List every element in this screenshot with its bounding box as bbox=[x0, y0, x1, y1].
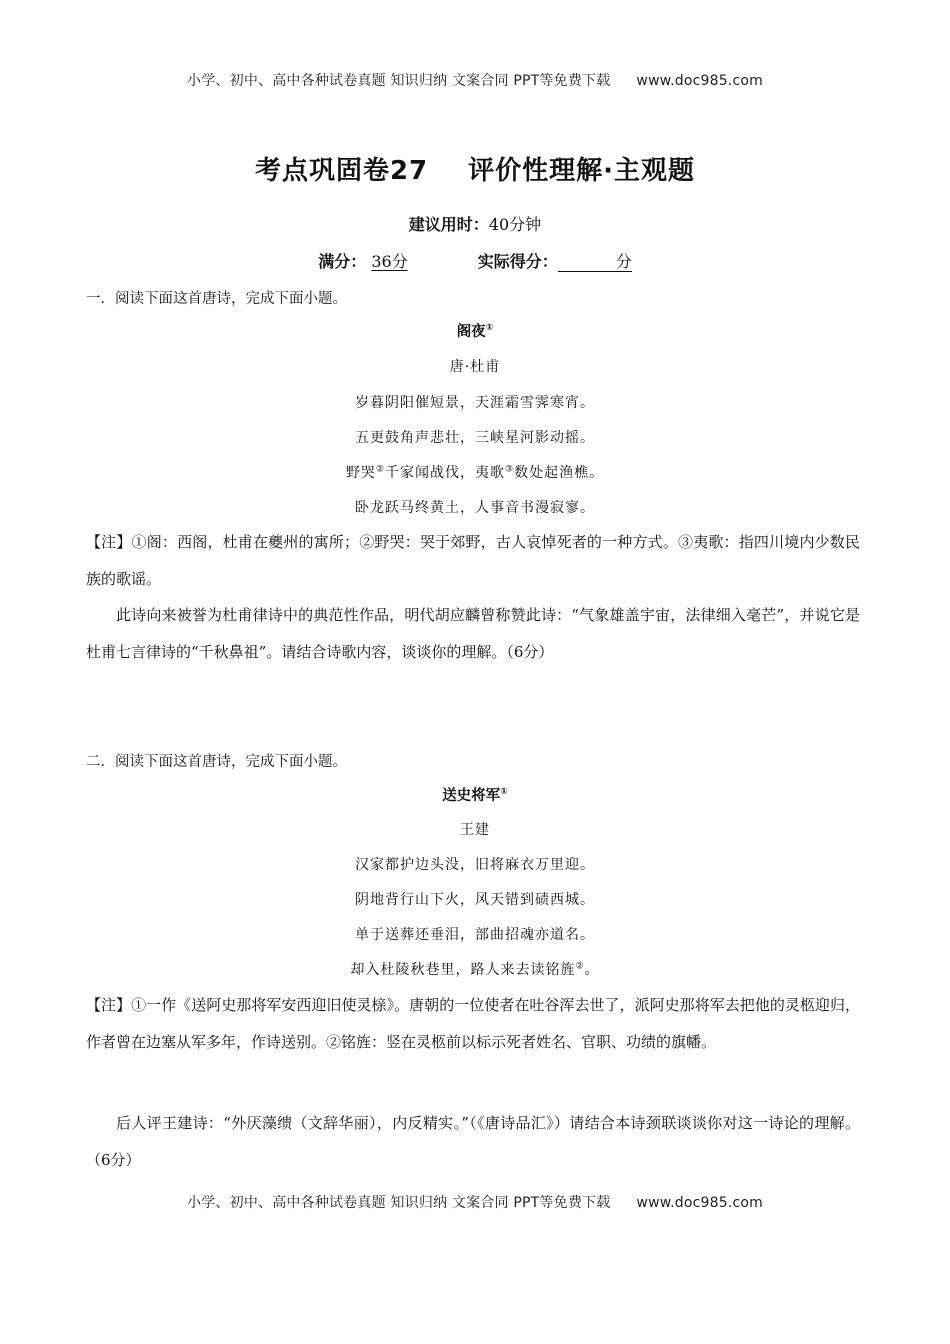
actual-score-label: 实际得分： bbox=[477, 252, 558, 271]
q2-poem-title-note-mark: ① bbox=[500, 787, 508, 798]
score-line bbox=[0, 249, 950, 272]
q1-question: 此诗向来被誉为杜甫律诗中的典范性作品，明代胡应麟曾称赞此诗：“气象雄盖宇宙，法律细入毫芒”，并说它是杜甫七言律诗的“千秋鼻祖”。请结合诗歌内容，谈谈你的理解。（6分） bbox=[86, 606, 860, 661]
footer-text: 小学、初中、高中各种试卷真题 知识归纳 文案合同 PPT等免费下载 bbox=[187, 1195, 611, 1211]
q2-note: 【注】①一作《送阿史那将军安西迎旧使灵榇》。唐朝的一位使者在吐谷浑去世了，派阿史那将军去把他的灵柩迎归，作者曾在边塞从军多年，作诗送别。②铭旌：竖在灵柩前以标示死者姓名、官职、功绩的旗幡。 bbox=[86, 996, 860, 1051]
q1-line3-note-mark-1: ② bbox=[375, 464, 385, 475]
q2-poem-author: 王建 bbox=[460, 822, 490, 838]
page-header bbox=[0, 70, 950, 90]
q1-poem-title-text: 阁夜 bbox=[456, 324, 486, 340]
q1-line3-part-c: 数处起渔樵。 bbox=[514, 465, 605, 481]
page-footer bbox=[0, 1192, 950, 1212]
title-left: 考点巩固卷27 bbox=[254, 156, 429, 186]
header-text: 小学、初中、高中各种试卷真题 知识归纳 文案合同 PPT等免费下载 bbox=[187, 73, 611, 89]
time-value: 40分钟 bbox=[488, 215, 542, 234]
q2-poem-line-3: 单于送葬还垂泪，部曲招魂亦道名。 bbox=[355, 927, 595, 943]
title-right: 评价性理解·主观题 bbox=[468, 156, 696, 186]
footer-site-link[interactable]: www.doc985.com bbox=[636, 1195, 763, 1211]
q2-question: 后人评王建诗：“外厌藻缋（文辞华丽），内反精实。”（《唐诗品汇》）请结合本诗颈联谈谈你对这一诗论的理解。（6分） bbox=[86, 1114, 860, 1169]
q2-poem-line-2: 阴地背行山下火，风天错到碛西城。 bbox=[355, 892, 595, 908]
q1-poem-line-1: 岁暮阴阳催短景，天涯霜雪霁寒宵。 bbox=[355, 395, 595, 411]
q1-note: 【注】①阁：西阁，杜甫在夔州的寓所；②野哭：哭于郊野，古人哀悼死者的一种方式。③夷歌：指四川境内少数民族的歌谣。 bbox=[86, 533, 860, 588]
actual-score-unit: 分 bbox=[615, 252, 632, 271]
q1-poem-line-4: 卧龙跃马终黄土，人事音书漫寂寥。 bbox=[355, 500, 595, 516]
header-site-link[interactable]: www.doc985.com bbox=[636, 73, 763, 89]
q2-line4-note-mark: ② bbox=[575, 961, 585, 972]
q1-poem-title-note-mark: ① bbox=[485, 323, 494, 334]
time-label: 建议用时： bbox=[408, 215, 489, 234]
q2-poem-title-text: 送史将军 bbox=[442, 788, 501, 804]
q2-poem-line-1: 汉家都护边头没，旧将麻衣万里迎。 bbox=[355, 857, 595, 873]
page-title bbox=[0, 150, 950, 187]
full-score-value: 36分 bbox=[371, 252, 408, 271]
q1-line3-note-mark-2: ③ bbox=[505, 464, 515, 475]
q1-poem-line-3 bbox=[0, 462, 950, 482]
full-score-label: 满分： bbox=[318, 252, 367, 271]
q2-poem-line-4 bbox=[0, 959, 950, 979]
q2-line4-part-a: 却入杜陵秋巷里，路人来去读铭旌 bbox=[350, 962, 576, 978]
suggested-time bbox=[0, 212, 950, 235]
q1-poem-title bbox=[0, 320, 950, 341]
q1-poem-author: 唐·杜甫 bbox=[449, 359, 501, 375]
q1-stem: 一．阅读下面这首唐诗，完成下面小题。 bbox=[86, 291, 347, 307]
q1-line3-part-b: 千家闻战伐，夷歌 bbox=[385, 465, 505, 481]
q2-line4-part-b: 。 bbox=[584, 962, 600, 978]
q1-poem-line-2: 五更鼓角声悲壮，三峡星河影动摇。 bbox=[355, 430, 595, 446]
q2-stem: 二．阅读下面这首唐诗，完成下面小题。 bbox=[86, 754, 347, 770]
q1-line3-part-a: 野哭 bbox=[345, 465, 376, 481]
actual-score-blank[interactable] bbox=[558, 253, 632, 272]
q2-poem-title bbox=[0, 784, 950, 805]
